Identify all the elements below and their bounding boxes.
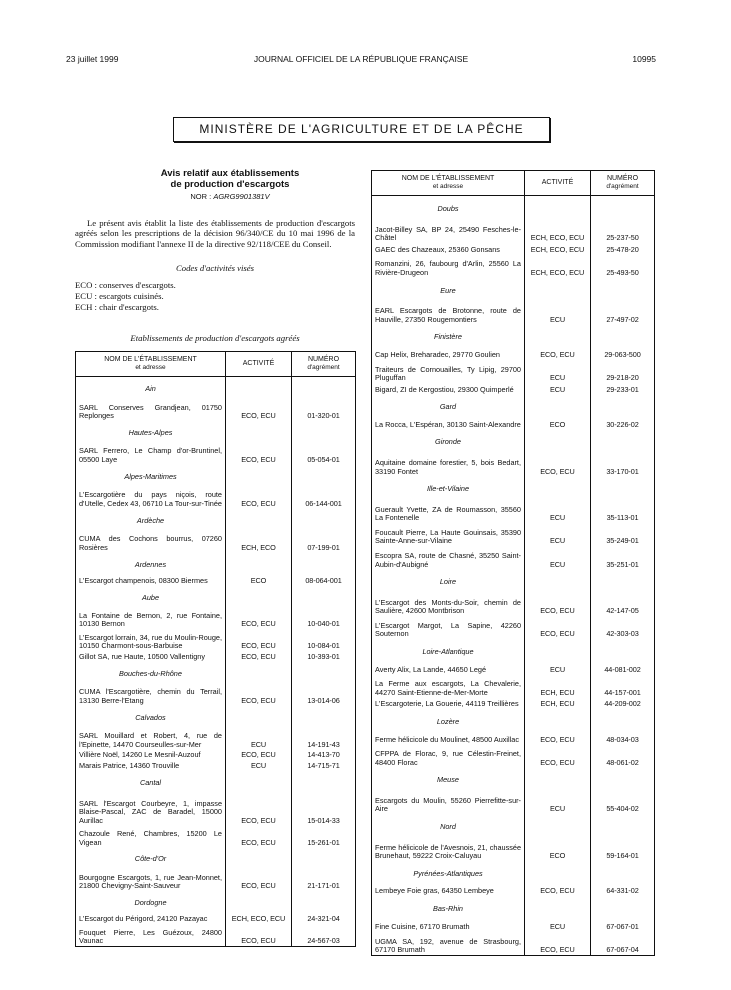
establishment-name: L'Escargot du Périgord, 24120 Pazayac: [79, 914, 208, 924]
approval-number: 14-715-71: [292, 760, 356, 771]
approval-number: 21-171-01: [292, 869, 356, 891]
empty-cell: [591, 639, 655, 663]
table-row: [372, 931, 655, 955]
empty-cell: [226, 891, 292, 913]
codes-title: Codes d'activités visés: [175, 262, 255, 273]
establishment-name: Fouquet Pierre, Les Guézoux, 24800 Vaunac: [79, 927, 222, 946]
activity-code: ECO, ECU: [226, 869, 292, 891]
establishment-name: Villière Noël, 14260 Le Mesnil-Auzouf: [79, 750, 201, 760]
approval-number: 64-331-02: [591, 884, 655, 896]
establishments-table-left: [75, 351, 356, 947]
table-row: [372, 453, 655, 476]
nor-reference: NOR : AGRG9901381V: [190, 192, 270, 201]
empty-cell: [525, 814, 591, 838]
empty-cell: [525, 429, 591, 453]
empty-cell: [591, 278, 655, 302]
table-row: [372, 674, 655, 697]
empty-cell: [226, 771, 292, 793]
approval-number: 42-303-03: [591, 616, 655, 639]
empty-cell: [591, 709, 655, 733]
empty-cell: [525, 278, 591, 302]
activity-code: ECO, ECU: [525, 453, 591, 476]
empty-cell: [525, 896, 591, 920]
department-name: Pyrénées-Atlantiques: [413, 868, 483, 878]
approval-number: 01-320-01: [292, 399, 356, 421]
table-header-row: [76, 351, 356, 376]
approval-number: 24-321-04: [292, 913, 356, 924]
establishment-name: Marais Patrice, 14360 Trouville: [79, 761, 180, 771]
establishment-name: L'Escargotière du pays niçois, route d'Utelle, Cedex 43, 06710 La Tour-sur-Tinée: [79, 490, 222, 508]
approval-number: 27-497-02: [591, 301, 655, 324]
establishment-name: CFPPA de Florac, 9, rue Célestin-Freinet, 48400 Florac: [375, 749, 521, 767]
table-row: [372, 593, 655, 616]
col-header-number: NUMÉRO d'agrément: [591, 171, 655, 196]
empty-cell: [226, 585, 292, 607]
approval-number: 29-233-01: [591, 383, 655, 395]
activity-code: ECU: [525, 523, 591, 546]
table-row: [372, 791, 655, 814]
department-name: Doubs: [437, 204, 459, 214]
table-row: [372, 348, 655, 360]
establishment-name: Guerault Yvette, ZA de Roumasson, 35560 La Fontenelle: [375, 504, 521, 523]
activity-code: ECU: [226, 728, 292, 750]
approval-number: 14-191-43: [292, 728, 356, 750]
activity-code: ECH, ECO, ECU: [525, 255, 591, 278]
establishment-name: La Rocca, L'Espéran, 30130 Saint-Alexandre: [375, 419, 521, 429]
approval-number: 35-249-01: [591, 523, 655, 546]
approval-number: 08-064-001: [292, 574, 356, 585]
empty-cell: [226, 552, 292, 574]
approval-number: 13-014-06: [292, 684, 356, 706]
establishment-name: Foucault Pierre, La Haute Gouinsais, 35390 Sainte-Anne-sur-Vilaine: [375, 527, 521, 546]
establishment-name: GAEC des Chazeaux, 25360 Gonsans: [375, 244, 500, 254]
department-row: [76, 421, 356, 443]
department-row: [76, 705, 356, 727]
department-row: [372, 394, 655, 418]
approval-number: 14-413-70: [292, 749, 356, 760]
empty-cell: [525, 767, 591, 791]
establishment-name: L'Escargot des Monts-du-Soir, chemin de Saulière, 42600 Montbrison: [375, 597, 521, 616]
header-page-number: 10995: [632, 54, 656, 64]
activity-code: ECH, ECU: [525, 674, 591, 697]
empty-cell: [525, 196, 591, 220]
establishment-name: EARL Escargots de Brotonne, route de Hauville, 27350 Rougemontiers: [375, 306, 521, 324]
activity-code: ECU: [525, 301, 591, 324]
activity-code: ECO, ECU: [525, 593, 591, 616]
establishment-name: SARL Mouillard et Robert, 4, rue de l'Epinette, 14470 Courseulles-sur-Mer: [79, 731, 222, 749]
table-row: [76, 651, 356, 662]
approval-number: 25-478-20: [591, 243, 655, 255]
avis-title: Avis relatif aux établissements de production d'escargots: [160, 168, 300, 190]
establishment-name: L'Escargot champenois, 08300 Biermes: [79, 575, 208, 585]
table-row: [76, 399, 356, 421]
empty-cell: [525, 569, 591, 593]
activity-code: ECO, ECU: [226, 651, 292, 662]
empty-cell: [226, 508, 292, 530]
activity-code: ECO, ECU: [226, 399, 292, 421]
empty-cell: [591, 896, 655, 920]
approval-number: 55-404-02: [591, 791, 655, 814]
activity-code: ECO, ECU: [226, 749, 292, 760]
establishment-name: SARL Conserves Grandjean, 01750 Replonges: [79, 402, 222, 421]
empty-cell: [591, 324, 655, 348]
col-header-name: NOM DE L'ÉTABLISSEMENT et adresse: [372, 171, 525, 196]
right-column: [371, 170, 654, 956]
table-row: [372, 733, 655, 745]
table-row: [76, 531, 356, 553]
approval-number: 15-014-33: [292, 793, 356, 825]
activity-code: ECU: [525, 663, 591, 675]
establishment-name: CUMA des Cochons bourrus, 07260 Rosières: [79, 534, 222, 552]
department-name: Ille-et-Vilaine: [426, 484, 470, 494]
empty-cell: [292, 891, 356, 913]
establishment-name: Ferme hélicicole de l'Avesnois, 21, chaussée Brunehaut, 59222 Croix-Caluyau: [375, 842, 521, 861]
establishment-name: Ferme hélicicole du Moulinet, 48500 Auxillac: [375, 734, 519, 744]
activity-code: ECH, ECO, ECU: [525, 243, 591, 255]
approval-number: 67-067-04: [591, 931, 655, 955]
table-body-right: [372, 196, 655, 956]
department-row: [76, 847, 356, 869]
approval-number: 48-061-02: [591, 744, 655, 767]
table-row: [76, 574, 356, 585]
activity-code: ECH, ECO: [226, 531, 292, 553]
table-row: [372, 663, 655, 675]
establishment-name: Bigard, ZI de Kergostiou, 29300 Quimperlé: [375, 384, 514, 394]
activity-code: ECO, ECU: [525, 931, 591, 955]
activity-code: ECO, ECU: [226, 487, 292, 509]
table-row: [372, 360, 655, 383]
activity-code: ECU: [525, 546, 591, 569]
table-row: [372, 546, 655, 569]
establishment-name: Aquitaine domaine forestier, 5, bois Bedart, 33190 Fontet: [375, 458, 521, 476]
department-name: Finistère: [434, 332, 462, 342]
empty-cell: [226, 662, 292, 684]
establishment-name: L'Escargot Margot, La Sapine, 42260 Souternon: [375, 620, 521, 639]
department-row: [372, 814, 655, 838]
activity-code: ECO: [525, 838, 591, 861]
approval-number: 48-034-03: [591, 733, 655, 745]
col-header-name: NOM DE L'ÉTABLISSEMENT et adresse: [76, 351, 226, 376]
establishment-name: L'Escargot lorrain, 34, rue du Moulin-Rouge, 10150 Charmont-sous-Barbuise: [79, 632, 222, 651]
approval-number: 33-170-01: [591, 453, 655, 476]
activity-code: ECU: [525, 383, 591, 395]
empty-cell: [292, 421, 356, 443]
table-row: [372, 220, 655, 243]
empty-cell: [292, 705, 356, 727]
activity-code: ECO, ECU: [525, 348, 591, 360]
department-name: Lozère: [436, 716, 460, 726]
table-row: [76, 749, 356, 760]
department-name: Côte-d'Or: [134, 854, 167, 864]
empty-cell: [591, 394, 655, 418]
empty-cell: [292, 508, 356, 530]
activity-code: ECO, ECU: [226, 825, 292, 847]
table-row: [76, 924, 356, 946]
approval-number: 06-144-001: [292, 487, 356, 509]
activity-code: ECO, ECU: [525, 733, 591, 745]
table-row: [372, 301, 655, 324]
empty-cell: [292, 465, 356, 487]
department-row: [372, 569, 655, 593]
approval-number: 44-157-001: [591, 674, 655, 697]
empty-cell: [226, 705, 292, 727]
establishments-title: Etablissements de production d'escargots agréés: [130, 332, 300, 343]
department-name: Cantal: [139, 778, 162, 788]
department-row: [372, 476, 655, 500]
establishment-name: UGMA SA, 192, avenue de Strasbourg, 67170 Brumath: [375, 936, 521, 955]
empty-cell: [525, 394, 591, 418]
department-name: Nord: [440, 822, 456, 832]
department-row: [76, 662, 356, 684]
table-row: [372, 243, 655, 255]
department-row: [76, 585, 356, 607]
empty-cell: [591, 569, 655, 593]
activity-code: ECH, ECO, ECU: [525, 220, 591, 243]
table-row: [76, 913, 356, 924]
col-header-activity: ACTIVITÉ: [525, 171, 591, 196]
establishment-name: Bourgogne Escargots, 1, rue Jean-Monnet, 21800 Chevigny-Saint-Sauveur: [79, 872, 222, 891]
department-row: [372, 639, 655, 663]
codes-list: [75, 280, 355, 313]
table-row: [76, 487, 356, 509]
empty-cell: [591, 196, 655, 220]
establishment-name: Gillot SA, rue Haute, 10500 Vallentigny: [79, 651, 206, 661]
approval-number: 05-054-01: [292, 443, 356, 465]
activity-code: ECO: [525, 418, 591, 430]
department-name: Bouches-du-Rhône: [119, 668, 182, 678]
approval-number: 44-209-002: [591, 697, 655, 709]
activity-code: ECO, ECU: [525, 884, 591, 896]
table-row: [76, 684, 356, 706]
empty-cell: [525, 709, 591, 733]
table-row: [372, 616, 655, 639]
table-row: [372, 255, 655, 278]
department-name: Ain: [145, 384, 156, 394]
approval-number: 10-393-01: [292, 651, 356, 662]
empty-cell: [525, 861, 591, 885]
establishment-name: L'Escargoterie, La Gouerie, 44119 Treillières: [375, 699, 519, 709]
table-row: [372, 500, 655, 523]
table-row: [76, 443, 356, 465]
table-row: [372, 418, 655, 430]
approval-number: 24-567-03: [292, 924, 356, 946]
table-row: [76, 607, 356, 629]
activity-code: ECO, ECU: [226, 793, 292, 825]
approval-number: 10-040-01: [292, 607, 356, 629]
establishment-name: Fine Cuisine, 67170 Brumath: [375, 921, 470, 931]
department-row: [372, 429, 655, 453]
activity-code: ECH, ECO, ECU: [226, 913, 292, 924]
activity-code: ECH, ECU: [525, 697, 591, 709]
activity-code: ECO, ECU: [226, 629, 292, 651]
table-row: [76, 793, 356, 825]
col-header-number: NUMÉRO d'agrément: [292, 351, 356, 376]
department-name: Loire: [439, 577, 457, 587]
establishments-table-right: [371, 170, 655, 956]
department-name: Calvados: [135, 712, 166, 722]
establishment-name: Escargots du Moulin, 55260 Pierrefitte-sur-Aire: [375, 795, 521, 814]
empty-cell: [292, 376, 356, 399]
department-name: Gard: [439, 402, 457, 412]
approval-number: 07-199-01: [292, 531, 356, 553]
activity-code: ECU: [525, 500, 591, 523]
table-row: [372, 884, 655, 896]
empty-cell: [591, 861, 655, 885]
department-row: [372, 767, 655, 791]
intro-paragraph: Le présent avis établit la liste des établissements de production d'escargots agréés selon les prescriptions de la décision 96/340/CE du 10 mai 1996 de la Commission modifiant l'annexe II de la directive 92/118/CEE du Conseil.: [75, 218, 355, 249]
department-row: [372, 324, 655, 348]
establishment-name: SARL l'Escargot Courbeyre, 1, impasse Blaise-Pascal, ZAC de Baradel, 15000 Aurillac: [79, 798, 222, 825]
empty-cell: [292, 585, 356, 607]
department-row: [76, 465, 356, 487]
empty-cell: [226, 847, 292, 869]
establishment-name: Romanzini, 26, faubourg d'Arlin, 25560 La Rivière-Drugeon: [375, 259, 521, 278]
table-row: [372, 838, 655, 861]
empty-cell: [226, 376, 292, 399]
page-header: [66, 54, 656, 66]
approval-number: 25-237-50: [591, 220, 655, 243]
empty-cell: [226, 421, 292, 443]
activity-code: ECO, ECU: [226, 684, 292, 706]
table-row: [372, 744, 655, 767]
department-row: [372, 709, 655, 733]
activity-code: ECU: [226, 760, 292, 771]
approval-number: 10-084-01: [292, 629, 356, 651]
approval-number: 59-164-01: [591, 838, 655, 861]
empty-cell: [525, 476, 591, 500]
activity-code: ECU: [525, 920, 591, 932]
code-item: ECO : conserves d'escargots.: [75, 279, 176, 290]
department-name: Meuse: [437, 775, 459, 785]
establishment-name: La Fontaine de Bernon, 2, rue Fontaine, 10130 Bernon: [79, 610, 222, 629]
table-header-row: [372, 171, 655, 196]
department-name: Alpes-Maritimes: [124, 471, 177, 481]
approval-number: 15-261-01: [292, 825, 356, 847]
table-row: [76, 825, 356, 847]
empty-cell: [525, 324, 591, 348]
department-name: Bas-Rhin: [432, 904, 463, 913]
empty-cell: [591, 767, 655, 791]
left-column: [75, 168, 355, 947]
department-row: [76, 376, 356, 399]
table-row: [372, 920, 655, 932]
activity-code: ECO, ECU: [226, 607, 292, 629]
empty-cell: [292, 662, 356, 684]
empty-cell: [226, 465, 292, 487]
approval-number: 29-218-20: [591, 360, 655, 383]
department-name: Dordogne: [134, 898, 167, 908]
approval-number: 29-063-500: [591, 348, 655, 360]
table-row: [76, 869, 356, 891]
header-date: 23 juillet 1999: [66, 54, 119, 64]
empty-cell: [591, 476, 655, 500]
approval-number: 35-251-01: [591, 546, 655, 569]
department-name: Ardennes: [134, 559, 167, 569]
activity-code: ECO, ECU: [226, 924, 292, 946]
department-row: [76, 552, 356, 574]
department-name: Aube: [141, 592, 160, 602]
activity-code: ECO, ECU: [226, 443, 292, 465]
approval-number: 25-493-50: [591, 255, 655, 278]
empty-cell: [525, 639, 591, 663]
ministry-heading: MINISTÈRE DE L'AGRICULTURE ET DE LA PÊCHE: [173, 117, 550, 142]
activity-code: ECO, ECU: [525, 744, 591, 767]
empty-cell: [292, 847, 356, 869]
department-row: [76, 891, 356, 913]
establishment-name: Escopra SA, route de Chasné, 35250 Saint-Aubin-d'Aubigné: [375, 551, 521, 569]
table-row: [76, 629, 356, 651]
department-row: [372, 196, 655, 220]
table-row: [372, 697, 655, 709]
approval-number: 35-113-01: [591, 500, 655, 523]
empty-cell: [292, 552, 356, 574]
approval-number: 42-147-05: [591, 593, 655, 616]
approval-number: 44-081-002: [591, 663, 655, 675]
department-row: [372, 861, 655, 885]
activity-code: ECU: [525, 791, 591, 814]
empty-cell: [292, 771, 356, 793]
table-row: [372, 523, 655, 546]
establishment-name: Traiteurs de Cornouailles, Ty Lipig, 29700 Pluguffan: [375, 364, 521, 383]
establishment-name: Chazoule René, Chambres, 15200 Le Vigean: [79, 828, 222, 847]
activity-code: ECU: [525, 360, 591, 383]
header-journal: JOURNAL OFFICIEL DE LA RÉPUBLIQUE FRANÇAISE: [253, 54, 469, 64]
establishment-name: La Ferme aux escargots, La Chevalerie, 44270 Saint-Etienne-de-Mer-Morte: [375, 679, 521, 697]
code-item: ECU : escargots cuisinés.: [75, 290, 164, 301]
establishment-name: Lembeye Foie gras, 64350 Lembeye: [375, 886, 494, 896]
empty-cell: [591, 429, 655, 453]
establishment-name: SARL Ferrero, Le Champ d'or-Bruntinel, 05500 Laye: [79, 446, 222, 465]
table-row: [76, 760, 356, 771]
department-name: Gironde: [435, 437, 461, 447]
establishment-name: Cap Helix, Breharadec, 29770 Goulien: [375, 349, 500, 359]
establishment-name: CUMA l'Escargotière, chemin du Terrail, 13130 Berre-l'Etang: [79, 687, 222, 705]
department-row: [76, 508, 356, 530]
department-name: Ardèche: [136, 515, 165, 525]
department-name: Hautes-Alpes: [128, 428, 173, 438]
department-name: Eure: [440, 285, 456, 295]
empty-cell: [591, 814, 655, 838]
col-header-activity: ACTIVITÉ: [226, 351, 292, 376]
table-row: [76, 728, 356, 750]
approval-number: 30-226-02: [591, 418, 655, 430]
table-body-left: [76, 376, 356, 946]
approval-number: 67-067-01: [591, 920, 655, 932]
department-row: [372, 278, 655, 302]
department-row: [76, 771, 356, 793]
activity-code: ECO: [226, 574, 292, 585]
department-name: Loire-Atlantique: [422, 647, 474, 657]
establishment-name: Jacot-Billey SA, BP 24, 25490 Fesches-le-Châtel: [375, 224, 521, 243]
table-row: [372, 383, 655, 395]
establishment-name: Averty Alix, La Lande, 44650 Legé: [375, 664, 487, 674]
code-item: ECH : chair d'escargots.: [75, 301, 159, 312]
department-row: [372, 896, 655, 920]
activity-code: ECO, ECU: [525, 616, 591, 639]
